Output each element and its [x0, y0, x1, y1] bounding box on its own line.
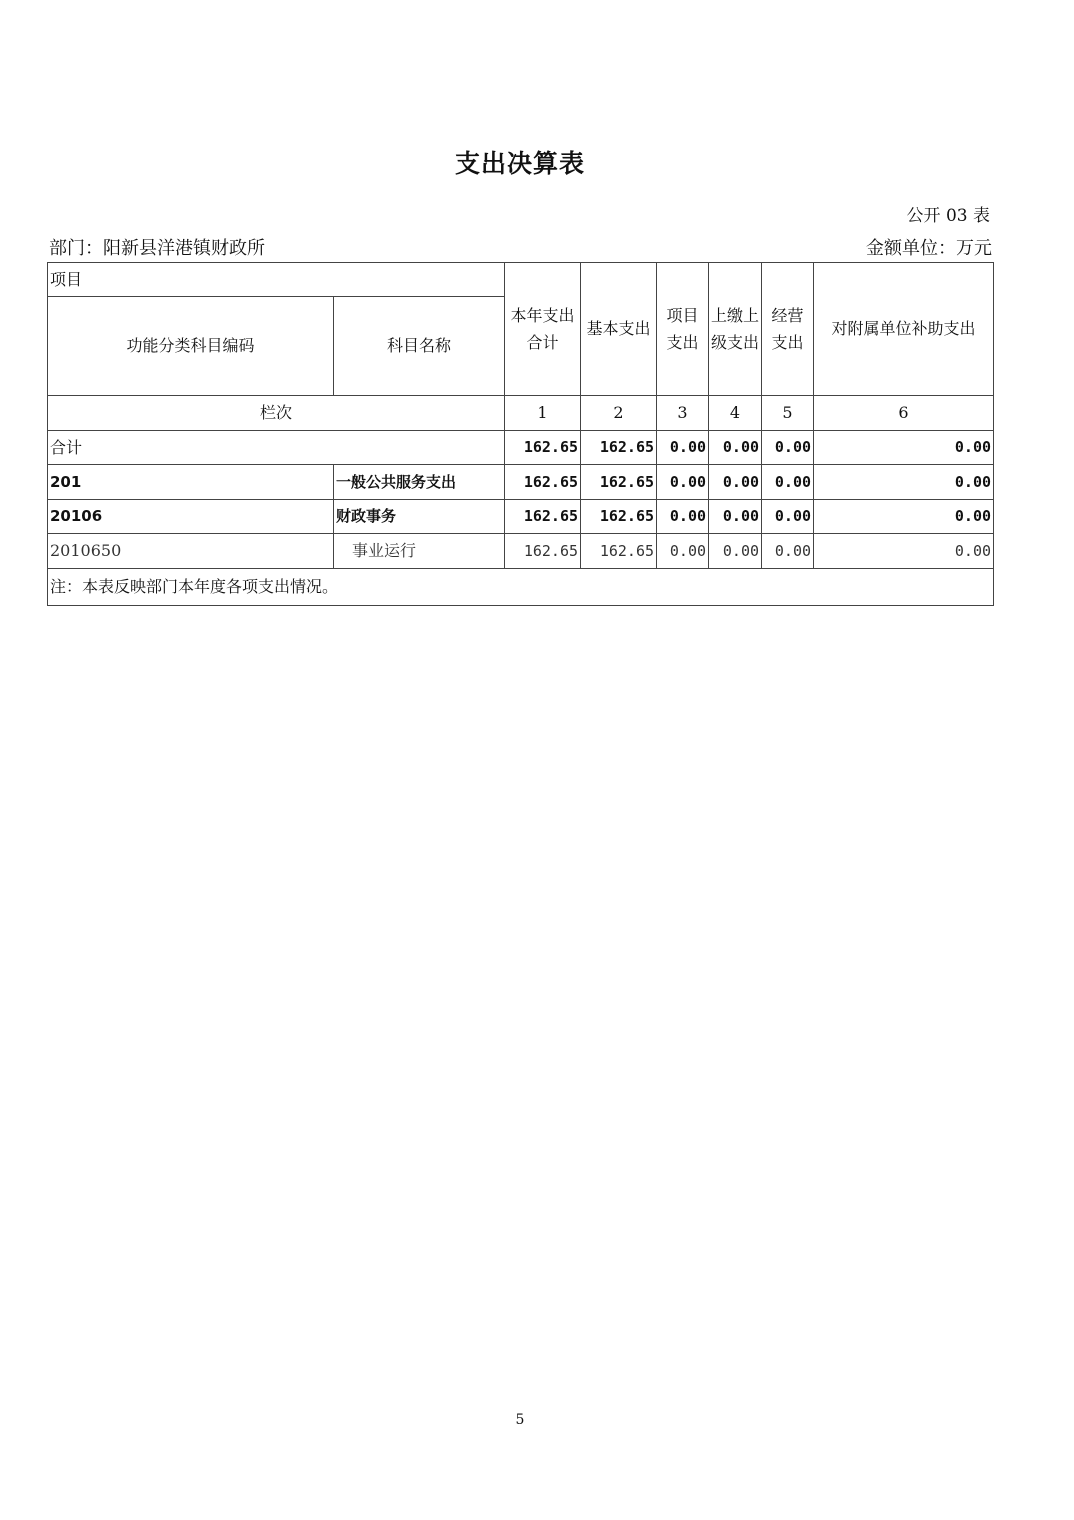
cell-value: 162.65	[505, 534, 581, 569]
col-number: 2	[581, 396, 657, 431]
header-subsidy-affiliates: 对附属单位补助支出	[814, 263, 994, 396]
cell-value: 0.00	[657, 534, 709, 569]
row-name: 事业运行	[334, 534, 505, 569]
col-number: 6	[814, 396, 994, 431]
col-number: 1	[505, 396, 581, 431]
header-item: 项目	[48, 263, 505, 297]
header-basic-expenditure: 基本支出	[581, 263, 657, 396]
header-operating-expenditure: 经营支出	[762, 263, 814, 396]
cell-value: 0.00	[762, 465, 814, 500]
table-row	[48, 431, 994, 465]
cell-value: 162.65	[505, 500, 581, 534]
cell-value: 0.00	[814, 534, 994, 569]
table-row	[48, 465, 994, 500]
row-code: 201	[48, 465, 334, 500]
cell-value: 162.65	[505, 431, 581, 465]
header-project-expenditure: 项目支出	[657, 263, 709, 396]
cell-value: 0.00	[814, 465, 994, 500]
cell-value: 162.65	[505, 465, 581, 500]
cell-value: 0.00	[762, 500, 814, 534]
cell-value: 162.65	[581, 500, 657, 534]
header-function-code: 功能分类科目编码	[48, 297, 334, 396]
col-number: 3	[657, 396, 709, 431]
cell-value: 0.00	[709, 465, 762, 500]
header-subject-name: 科目名称	[334, 297, 505, 396]
row-index-label: 栏次	[48, 396, 505, 431]
col-number: 5	[762, 396, 814, 431]
row-name: 财政事务	[334, 500, 505, 534]
amount-unit-label: 金额单位：万元	[866, 238, 992, 259]
row-code: 合计	[48, 431, 505, 465]
cell-value: 0.00	[709, 500, 762, 534]
row-name: 一般公共服务支出	[334, 465, 505, 500]
row-code: 20106	[48, 500, 334, 534]
cell-value: 162.65	[581, 431, 657, 465]
department-label: 部门：阳新县洋港镇财政所	[49, 238, 265, 259]
cell-value: 0.00	[709, 431, 762, 465]
cell-value: 0.00	[814, 500, 994, 534]
cell-value: 0.00	[709, 534, 762, 569]
table-row	[48, 500, 994, 534]
cell-value: 0.00	[657, 500, 709, 534]
table-note: 注：本表反映部门本年度各项支出情况。	[48, 569, 994, 606]
header-total-expenditure: 本年支出合计	[505, 263, 581, 396]
cell-value: 0.00	[657, 465, 709, 500]
cell-value: 162.65	[581, 534, 657, 569]
cell-value: 0.00	[657, 431, 709, 465]
row-code: 2010650	[48, 534, 334, 569]
cell-value: 0.00	[814, 431, 994, 465]
page-number: 5	[515, 1412, 525, 1428]
form-number: 公开 03 表	[906, 206, 990, 226]
header-remit-superior: 上缴上级支出	[709, 263, 762, 396]
cell-value: 162.65	[581, 465, 657, 500]
cell-value: 0.00	[762, 431, 814, 465]
col-number: 4	[709, 396, 762, 431]
table-row	[48, 534, 994, 569]
expenditure-table	[47, 262, 994, 606]
cell-value: 0.00	[762, 534, 814, 569]
page-title: 支出决算表	[454, 149, 585, 178]
